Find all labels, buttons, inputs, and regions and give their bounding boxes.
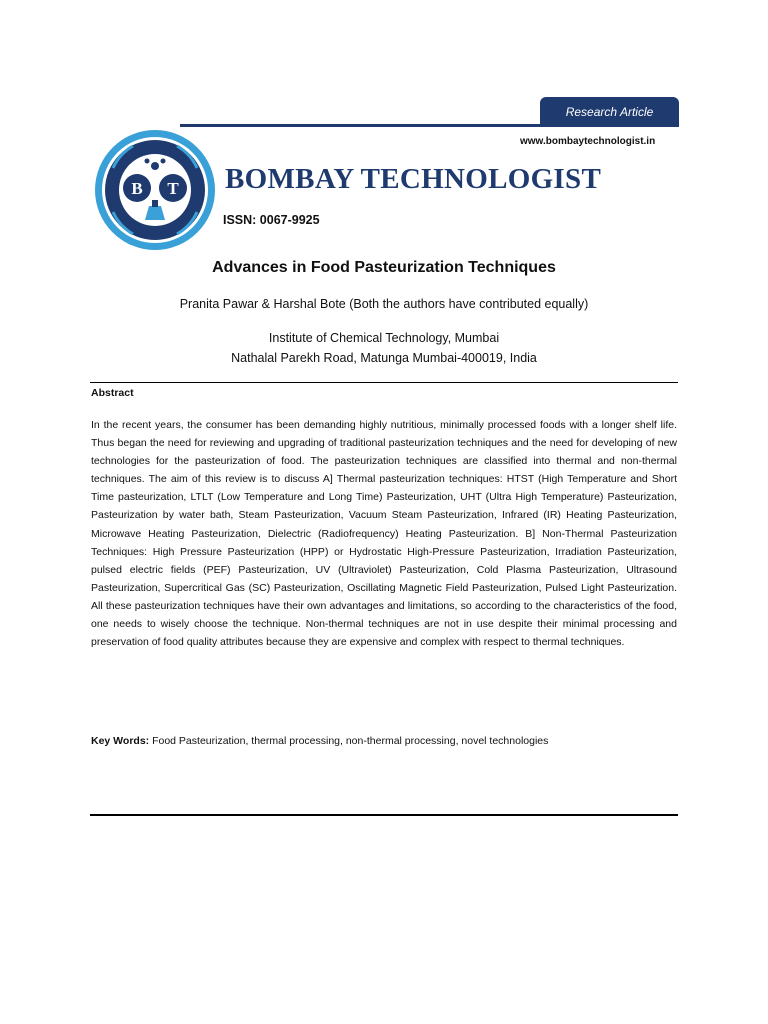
journal-logo-icon [93, 128, 217, 252]
paper-authors: Pranita Pawar & Harshal Bote (Both the authors have contributed equally) [179, 297, 589, 311]
svg-text:B: B [131, 179, 143, 198]
affiliation-institute: Institute of Chemical Technology, Mumbai [268, 331, 500, 345]
abstract-top-rule [90, 382, 678, 383]
journal-title: BOMBAY TECHNOLOGIST [225, 163, 602, 195]
abstract-body: In the recent years, the consumer has been demanding highly nutritious, minimally processed foods with a longer shelf life. Thus began the need for reviewing and upgrading of traditional pasteurization techniques and the need for developing of new technologies for the pasteurization of food. The pasteurization techniques are classified into thermal and non-thermal techniques. The aim of this review is to discuss A] Thermal pasteurization techniques: HTST (High Temperature and Short Time pasteurization, LTLT (Low Temperature and Long Time) Pasteurization, UHT (Ultra High Temperature) Pasteurization, Pasteurization by water bath, Steam Pasteurization, Vacuum Steam Pasteurization, Infrared (IR) Heating Pasteurization, Microwave Heating Pasteurization, Dielectric (Radiofrequency) Heating Pasteurization. B] Non-Thermal Pasteurization Techniques: High Pressure Pasteurization (HPP) or Hydrostatic High-Pressure Pasteurization, Irradiation Pasteurization, pulsed electric fields (PEF) Pasteurization, UV (Ultraviolet) Pasteurization, Cold Plasma Pasteurization, Ultrasound Pasteurization, Supercritical Gas (SC) Pasteurization, Oscillating Magnetic Field Pasteurization, Pulsed Light Pasteurization. All these pasteurization techniques have their own advantages and limitations, so according to the characteristics of the food, one needs to wisely choose the technique. Non-thermal techniques are not in use despite their minimal processing and preservation of food quality attributes because they are expensive and complex with respect to thermal techniques. [91, 419, 677, 649]
svg-text:T: T [167, 179, 179, 198]
affiliation-address: Nathalal Parekh Road, Matunga Mumbai-400019, India [231, 351, 537, 365]
section-bottom-rule [90, 814, 678, 816]
research-article-label: Research Article [565, 105, 654, 119]
keywords [91, 735, 677, 747]
journal-website[interactable]: www.bombaytechnologist.in [520, 136, 656, 147]
issn: ISSN: 0067-9925 [223, 213, 320, 227]
research-article-badge [540, 97, 679, 127]
keywords-label: Key Words: [91, 735, 150, 747]
keywords-text: Food Pasteurization, thermal processing, non-thermal processing, novel technologies [152, 735, 549, 747]
paper-title: Advances in Food Pasteurization Techniques [212, 259, 556, 276]
abstract-heading: Abstract [91, 387, 134, 399]
